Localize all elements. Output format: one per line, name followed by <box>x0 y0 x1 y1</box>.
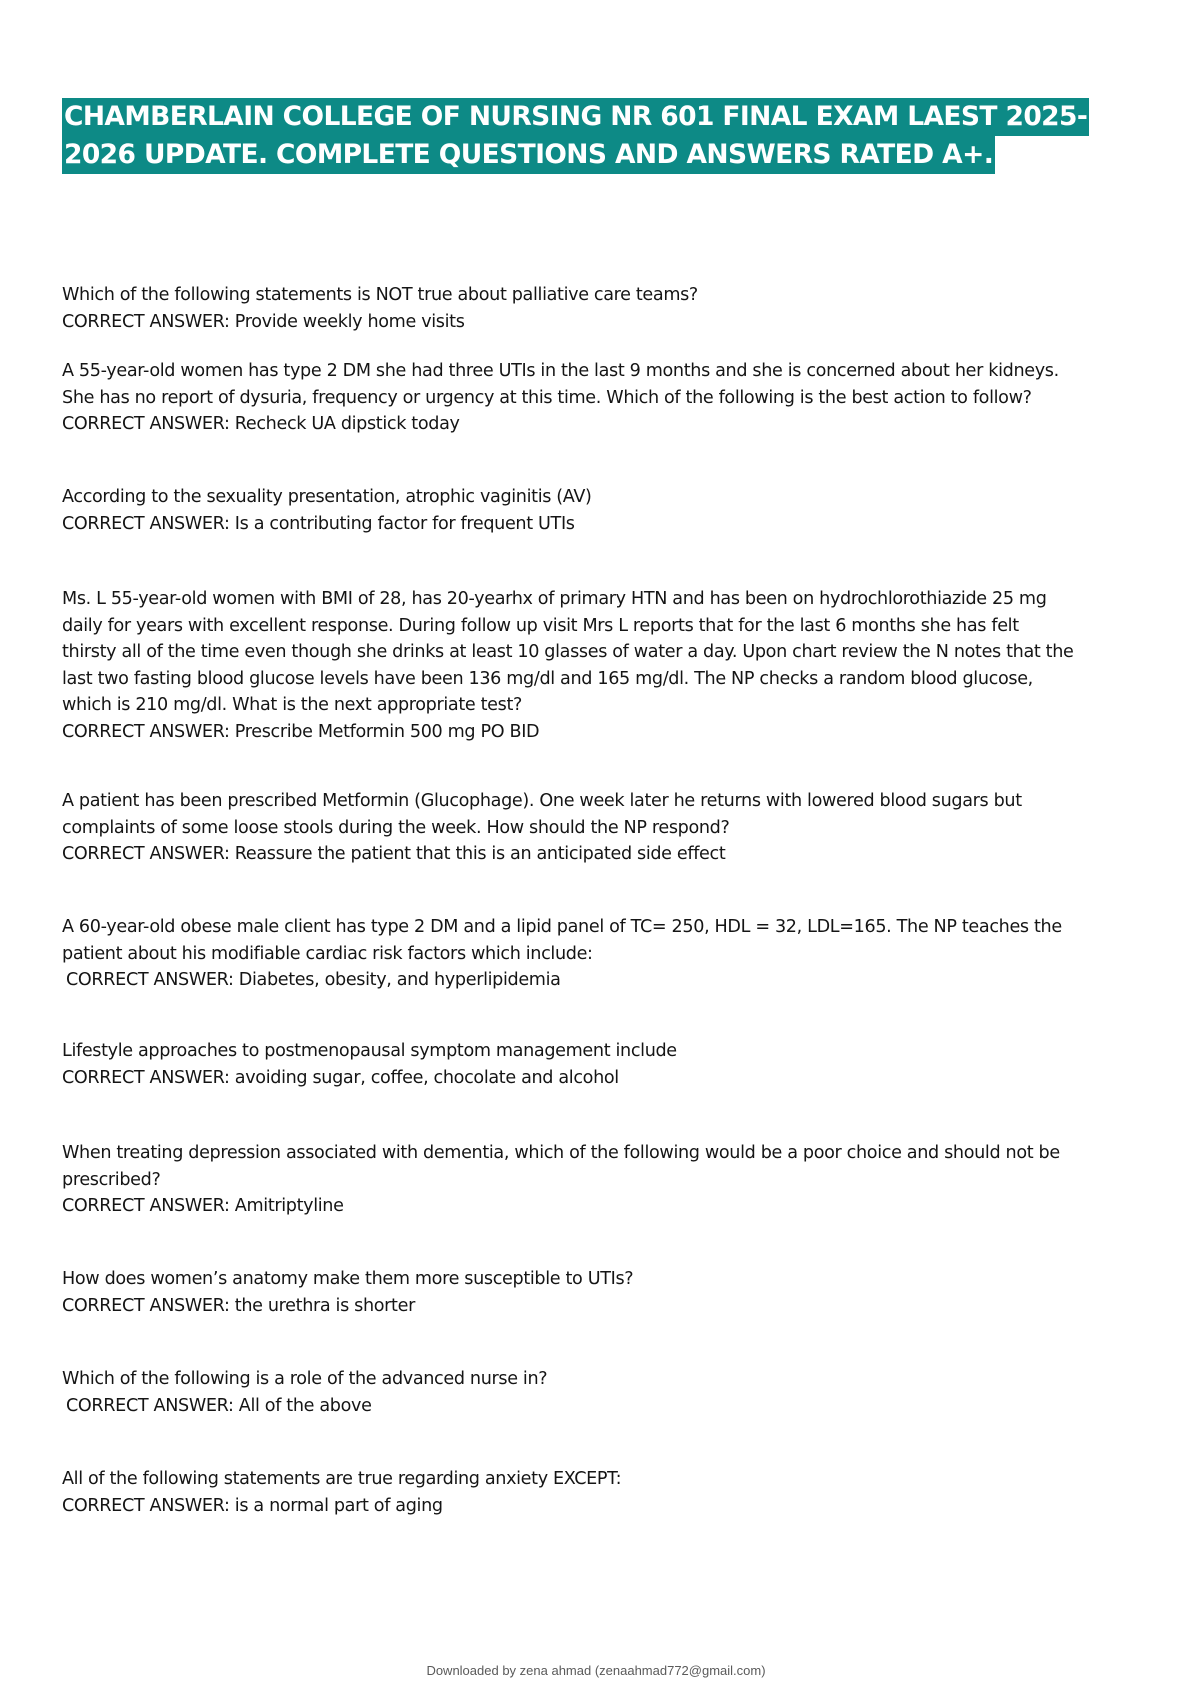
qa-item <box>62 586 1142 746</box>
question-line: Which of the following statements is NOT true about palliative care teams? <box>62 285 698 305</box>
download-footer: Downloaded by zena ahmad (zenaahmad772@gmail.com) <box>426 1663 766 1678</box>
correct-answer: CORRECT ANSWER: the urethra is shorter <box>62 1295 415 1316</box>
correct-answer: CORRECT ANSWER: avoiding sugar, coffee, chocolate and alcohol <box>62 1067 619 1088</box>
question-line: All of the following statements are true regarding anxiety EXCEPT: <box>62 1469 622 1489</box>
qa-item <box>62 282 1142 335</box>
question-line: A 60-year-old obese male client has type 2 DM and a lipid panel of TC= 250, HDL = 32, LDL=165. The NP teaches the <box>62 917 1062 937</box>
correct-answer: CORRECT ANSWER: Recheck UA dipstick today <box>62 414 460 435</box>
question-line: According to the sexuality presentation, atrophic vaginitis (AV) <box>62 487 592 507</box>
correct-answer: CORRECT ANSWER: Provide weekly home visits <box>62 311 465 332</box>
question-line: last two fasting blood glucose levels have been 136 mg/dl and 165 mg/dl. The NP checks a random blood glucose, <box>62 668 1033 689</box>
question-line: How does women’s anatomy make them more susceptible to UTIs? <box>62 1269 634 1289</box>
correct-answer: CORRECT ANSWER: Is a contributing factor for frequent UTIs <box>62 513 575 534</box>
qa-item <box>62 788 1142 868</box>
qa-item <box>62 1466 1142 1519</box>
qa-item <box>62 1038 1142 1091</box>
correct-answer: CORRECT ANSWER: Diabetes, obesity, and hyperlipidemia <box>66 970 561 991</box>
title-line-1: CHAMBERLAIN COLLEGE OF NURSING NR 601 FINAL EXAM LAEST 2025- <box>62 98 1089 136</box>
correct-answer: CORRECT ANSWER: Amitriptyline <box>62 1196 344 1217</box>
question-line: prescribed? <box>62 1169 161 1190</box>
question-line: A patient has been prescribed Metformin (Glucophage). One week later he returns with lowered blood sugars but <box>62 791 1022 811</box>
question-line: thirsty all of the time even though she drinks at least 10 glasses of water a day. Upon chart review the N notes that the <box>62 642 1074 663</box>
correct-answer: CORRECT ANSWER: is a normal part of aging <box>62 1495 443 1516</box>
question-line: Ms. L 55-year-old women with BMI of 28, has 20-yearhx of primary HTN and has been on hydrochlorothiazide 25 mg <box>62 589 1047 609</box>
correct-answer: CORRECT ANSWER: Reassure the patient that this is an anticipated side effect <box>62 844 726 865</box>
title-line-2: 2026 UPDATE. COMPLETE QUESTIONS AND ANSWERS RATED A+. <box>62 136 995 174</box>
question-line: When treating depression associated with dementia, which of the following would be a poor choice and should not be <box>62 1143 1060 1163</box>
qa-item <box>62 1366 1142 1419</box>
question-line: which is 210 mg/dl. What is the next appropriate test? <box>62 695 522 716</box>
question-line: She has no report of dysuria, frequency or urgency at this time. Which of the following is the best action to follow? <box>62 387 1032 408</box>
question-line: daily for years with excellent response. During follow up visit Mrs L reports that for the last 6 months she has felt <box>62 615 1019 636</box>
qa-item <box>62 484 1142 537</box>
question-line: patient about his modifiable cardiac risk factors which include: <box>62 943 593 964</box>
qa-item <box>62 1266 1142 1319</box>
question-line: Which of the following is a role of the advanced nurse in? <box>62 1369 548 1389</box>
qa-item <box>62 914 1142 994</box>
qa-item <box>62 358 1142 438</box>
question-line: Lifestyle approaches to postmenopausal symptom management include <box>62 1041 677 1061</box>
correct-answer: CORRECT ANSWER: Prescribe Metformin 500 mg PO BID <box>62 721 540 742</box>
question-line: complaints of some loose stools during the week. How should the NP respond? <box>62 817 730 838</box>
question-line: A 55-year-old women has type 2 DM she had three UTIs in the last 9 months and she is concerned about her kidneys. <box>62 361 1059 381</box>
correct-answer: CORRECT ANSWER: All of the above <box>66 1395 372 1416</box>
qa-item <box>62 1140 1142 1220</box>
document-title <box>62 98 1132 174</box>
